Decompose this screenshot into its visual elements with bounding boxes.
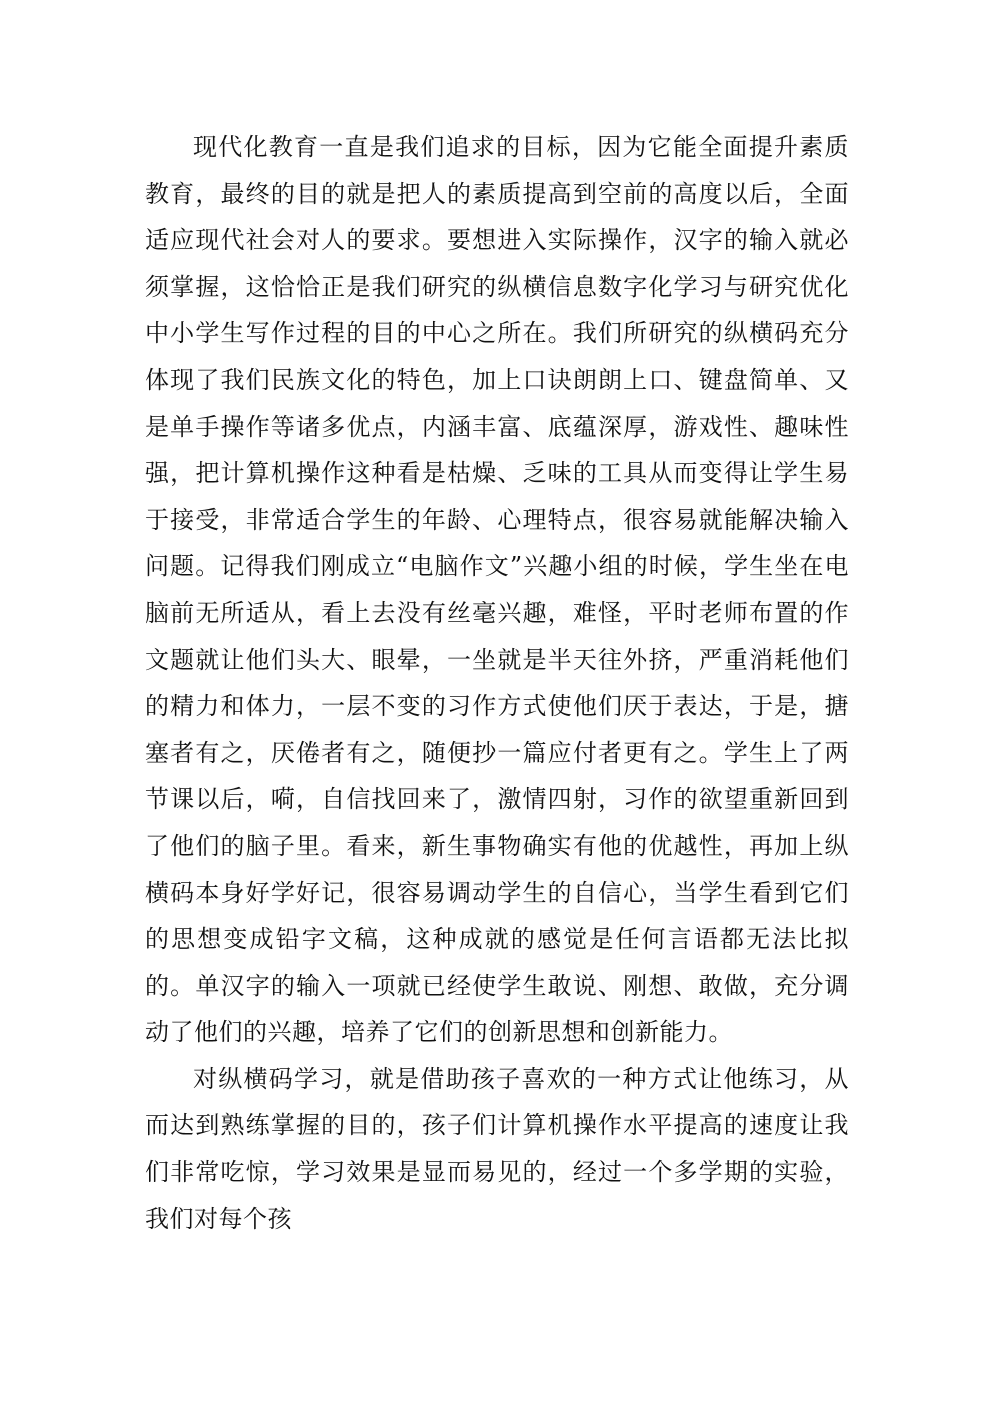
document-body [145, 124, 849, 1242]
paragraph-1: 现代化教育一直是我们追求的目标，因为它能全面提升素质教育，最终的目的就是把人的素质提高到空前的高度以后，全面适应现代社会对人的要求。要想进入实际操作，汉字的输入就必须掌握，这恰恰正是我们研究的纵横信息数字化学习与研究优化中小学生写作过程的目的中心之所在。我们所研究的纵横码充分体现了我们民族文化的特色，加上口诀朗朗上口、键盘简单、又是单手操作等诸多优点，内涵丰富、底蕴深厚，游戏性、趣味性强，把计算机操作这种看是枯燥、乏味的工具从而变得让学生易于接受，非常适合学生的年龄、心理特点，很容易就能解决输入问题。记得我们刚成立“电脑作文”兴趣小组的时候，学生坐在电脑前无所适从，看上去没有丝毫兴趣，难怪，平时老师布置的作文题就让他们头大、眼晕，一坐就是半天往外挤，严重消耗他们的精力和体力，一层不变的习作方式使他们厌于表达，于是，搪塞者有之，厌倦者有之，随便抄一篇应付者更有之。学生上了两节课以后，嗬，自信找回来了，激情四射，习作的欲望重新回到了他们的脑子里。看来，新生事物确实有他的优越性，再加上纵横码本身好学好记，很容易调动学生的自信心，当学生看到它们的思想变成铅字文稿，这种成就的感觉是任何言语都无法比拟的。单汉字的输入一项就已经使学生敢说、刚想、敢做，充分调动了他们的兴趣，培养了它们的创新思想和创新能力。 [145, 133, 849, 1047]
paragraph-2: 对纵横码学习，就是借助孩子喜欢的一种方式让他练习，从而达到熟练掌握的目的，孩子们计算机操作水平提高的速度让我们非常吃惊，学习效果是显而易见的，经过一个多学期的实验，我们对每个孩 [145, 1064, 849, 1233]
